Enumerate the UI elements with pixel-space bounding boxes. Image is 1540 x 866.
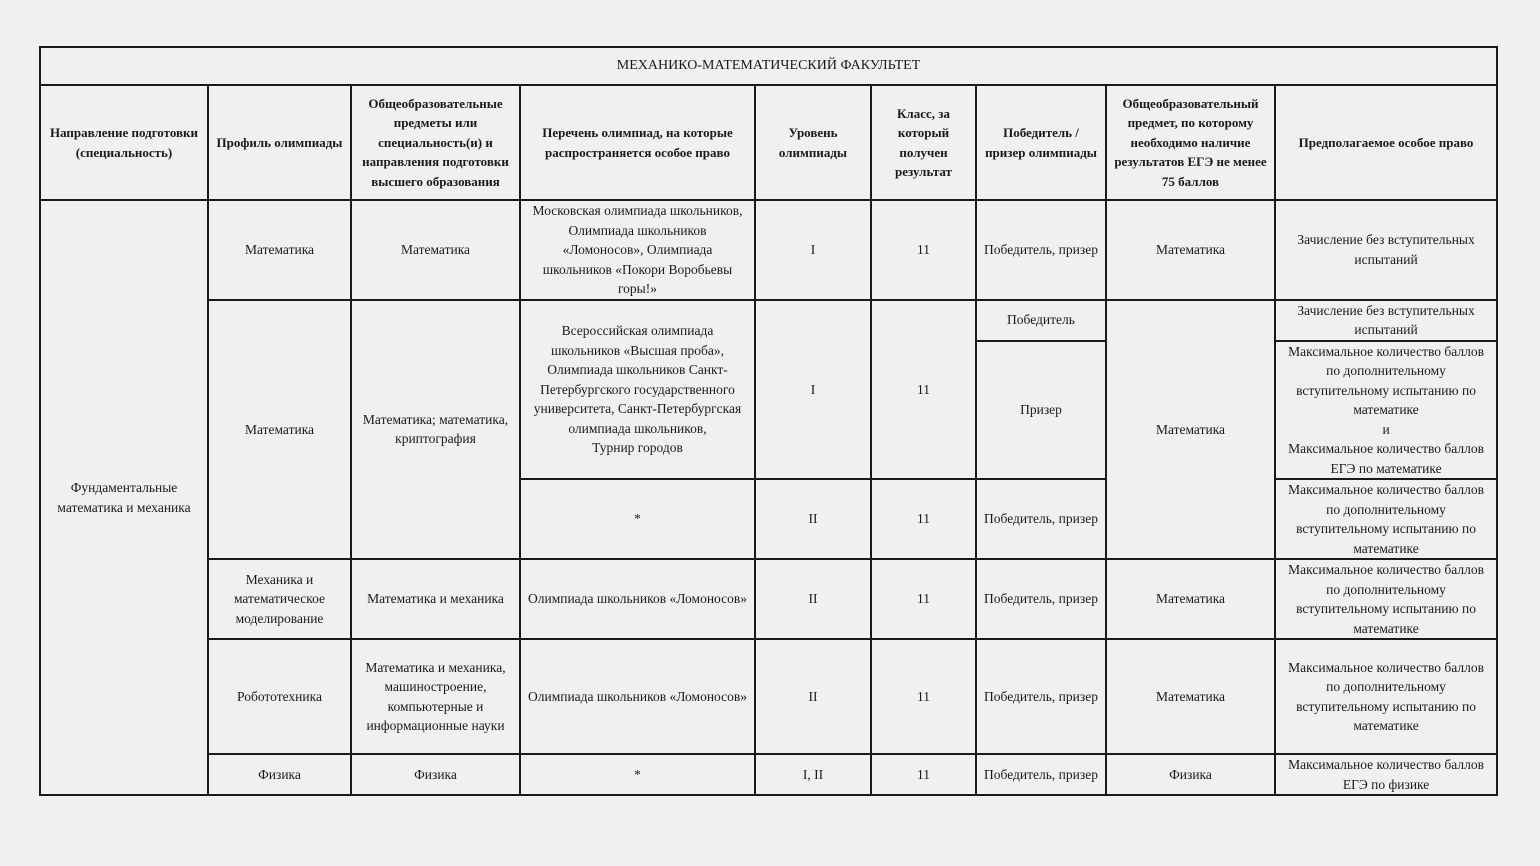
level-cell: II: [755, 479, 871, 559]
profile-cell: Механика и математическое моделирование: [208, 559, 351, 639]
profile-cell: Физика: [208, 754, 351, 795]
table-row: [40, 639, 1497, 754]
grade-cell: 11: [871, 559, 976, 639]
right-cell: Зачисление без вступительных испытаний: [1275, 300, 1497, 341]
ege-subject-cell: Физика: [1106, 754, 1275, 795]
status-cell: Победитель: [976, 300, 1106, 341]
table-row: [40, 559, 1497, 639]
right-cell: Максимальное количество баллов по дополнительному вступительному испытанию по математике: [1275, 559, 1497, 639]
ege-subject-cell: Математика: [1106, 639, 1275, 754]
status-cell: Призер: [976, 341, 1106, 480]
grade-cell: 11: [871, 639, 976, 754]
level-cell: I, II: [755, 754, 871, 795]
faculty-title: МЕХАНИКО-МАТЕМАТИЧЕСКИЙ ФАКУЛЬТЕТ: [40, 47, 1497, 85]
subjects-cell: Математика: [351, 200, 520, 300]
ege-subject-cell: Математика: [1106, 559, 1275, 639]
subjects-cell: Математика и механика, машиностроение, компьютерные и информационные науки: [351, 639, 520, 754]
right-cell: Максимальное количество баллов по дополнительному вступительному испытанию по математике: [1275, 639, 1497, 754]
olympiads-cell: Всероссийская олимпиада школьников «Высшая проба», Олимпиада школьников Санкт-Петербургского государственного университета, Санкт-Петербургская олимпиада школьников, Турнир городов: [520, 300, 755, 480]
table-row: [40, 300, 1497, 341]
table-row: [40, 200, 1497, 300]
status-cell: Победитель, призер: [976, 639, 1106, 754]
grade-cell: 11: [871, 754, 976, 795]
grade-cell: 11: [871, 200, 976, 300]
grade-cell: 11: [871, 300, 976, 480]
table-row: [40, 754, 1497, 795]
right-cell: Максимальное количество баллов ЕГЭ по физике: [1275, 754, 1497, 795]
profile-cell: Математика: [208, 300, 351, 560]
profile-cell: Робототехника: [208, 639, 351, 754]
subjects-cell: Физика: [351, 754, 520, 795]
olympiads-cell: Московская олимпиада школьников, Олимпиада школьников «Ломоносов», Олимпиада школьников «Покори Воробьевы горы!»: [520, 200, 755, 300]
right-cell: Зачисление без вступительных испытаний: [1275, 200, 1497, 300]
header-grade: Класс, за который получен результат: [871, 85, 976, 200]
header-right: Предполагаемое особое право: [1275, 85, 1497, 200]
right-cell: Максимальное количество баллов по дополнительному вступительному испытанию по математике: [1275, 479, 1497, 559]
header-level: Уровень олимпиады: [755, 85, 871, 200]
grade-cell: 11: [871, 479, 976, 559]
olympiads-cell: *: [520, 754, 755, 795]
header-status: Победитель / призер олимпиады: [976, 85, 1106, 200]
olympiads-cell: Олимпиада школьников «Ломоносов»: [520, 559, 755, 639]
header-profile: Профиль олимпиады: [208, 85, 351, 200]
right-cell: Максимальное количество баллов по дополнительному вступительному испытанию по математике и Максимальное количество баллов ЕГЭ по математике: [1275, 341, 1497, 480]
header-ege-subject: Общеобразовательный предмет, по которому необходимо наличие результатов ЕГЭ не менее 75 баллов: [1106, 85, 1275, 200]
olympiads-cell: *: [520, 479, 755, 559]
olympiad-rights-table: [39, 46, 1498, 796]
ege-subject-cell: Математика: [1106, 300, 1275, 560]
level-cell: I: [755, 300, 871, 480]
status-cell: Победитель, призер: [976, 479, 1106, 559]
ege-subject-cell: Математика: [1106, 200, 1275, 300]
level-cell: II: [755, 639, 871, 754]
status-cell: Победитель, призер: [976, 200, 1106, 300]
olympiads-cell: Олимпиада школьников «Ломоносов»: [520, 639, 755, 754]
direction-cell: Фундаментальные математика и механика: [40, 200, 208, 795]
header-direction: Направление подготовки (специальность): [40, 85, 208, 200]
profile-cell: Математика: [208, 200, 351, 300]
level-cell: I: [755, 200, 871, 300]
status-cell: Победитель, призер: [976, 754, 1106, 795]
status-cell: Победитель, призер: [976, 559, 1106, 639]
header-subjects: Общеобразовательные предметы или специальность(и) и направления подготовки высшего образования: [351, 85, 520, 200]
subjects-cell: Математика и механика: [351, 559, 520, 639]
subjects-cell: Математика; математика, криптография: [351, 300, 520, 560]
header-olympiads: Перечень олимпиад, на которые распространяется особое право: [520, 85, 755, 200]
level-cell: II: [755, 559, 871, 639]
header-row: [40, 85, 1497, 200]
